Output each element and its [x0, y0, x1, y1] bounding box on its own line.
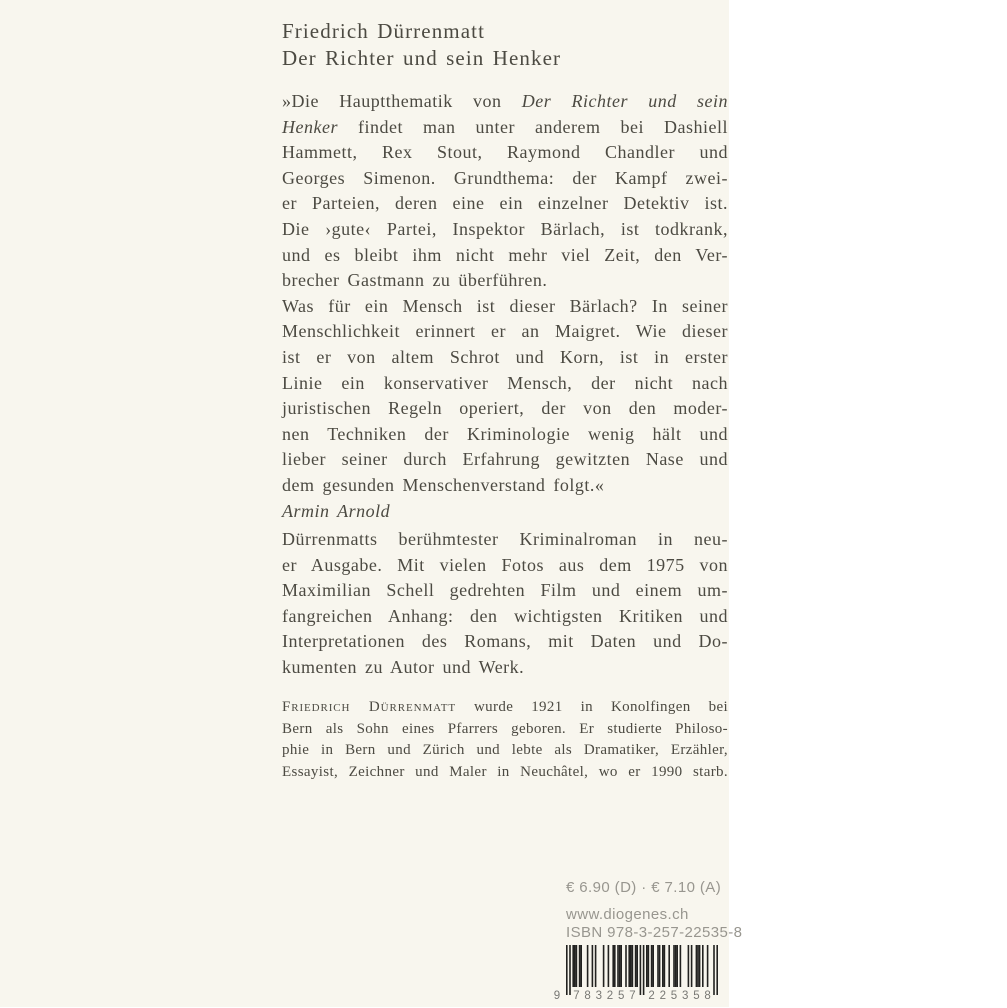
svg-text:8: 8 [584, 990, 591, 1002]
bio-line: Essayist, Zeichner und Maler in Neuchâtel, wo er 1990 starb. [282, 763, 728, 780]
bio-line: Bern als Sohn eines Pfarrers geboren. Er studierte Philoso- [282, 720, 728, 737]
quote-line: Linie ein konservativer Mensch, der nicht nach [282, 372, 728, 393]
svg-text:3: 3 [595, 990, 603, 1002]
svg-text:9: 9 [553, 990, 561, 1002]
quote-line: juristischen Regeln operiert, der von den moder- [282, 398, 728, 419]
quote-line: Menschlichkeit erinnert er an Maigret. Wie dieser [282, 321, 728, 342]
quote-line: Hammett, Rex Stout, Raymond Chandler und [282, 142, 728, 163]
blurb-line: Interpretationen des Romans, mit Daten und Do- [282, 631, 728, 652]
svg-text:2: 2 [659, 990, 667, 1002]
svg-text:5: 5 [617, 990, 625, 1002]
quote-line: dem gesunden Menschenverstand folgt.« [282, 474, 605, 495]
price: € 6.90 (D) · € 7.10 (A) [566, 879, 722, 896]
quote-attribution: Armin Arnold [282, 500, 391, 521]
book-title: Der Richter und sein Henker [282, 46, 562, 70]
bio-line: phie in Bern und Zürich und lebte als Dramatiker, Erzähler, [282, 742, 728, 758]
quote-line: er Parteien, deren eine ein einzelner Detektiv ist. [282, 193, 728, 214]
blurb-line: kumenten zu Autor und Werk. [282, 656, 525, 677]
author-name-smallcaps: Friedrich Dürrenmatt [282, 699, 456, 715]
svg-text:2: 2 [648, 990, 655, 1002]
svg-text:8: 8 [704, 990, 711, 1002]
quote-line: Was für ein Mensch ist dieser Bärlach? In seiner [282, 295, 728, 316]
blurb-line: Maximilian Schell gedrehten Film und einem um- [282, 580, 728, 601]
author-bio [282, 697, 728, 783]
blurb-line: er Ausgabe. Mit vielen Fotos aus dem 1975 von [282, 554, 728, 575]
review-quote [282, 89, 728, 524]
svg-text:5: 5 [670, 990, 678, 1002]
quote-line: Georges Simenon. Grundthema: der Kampf zwei- [282, 167, 728, 188]
barcode [552, 945, 732, 1005]
svg-text:3: 3 [681, 990, 689, 1002]
quote-line: Die ›gute‹ Partei, Inspektor Bärlach, ist todkrank, [282, 218, 728, 239]
quote-line: »Die Hauptthematik von Der Richter und sein [282, 91, 729, 111]
svg-text:2: 2 [606, 990, 614, 1002]
publisher-website: www.diogenes.ch [566, 906, 689, 923]
quote-line: und es bleibt ihm nicht mehr viel Zeit, den Ver- [282, 244, 728, 265]
isbn: ISBN 978-3-257-22535-8 [566, 924, 743, 941]
quote-line: brecher Gastmann zu überführen. [282, 270, 548, 291]
quote-line: lieber seiner durch Erfahrung gewitzten Nase und [282, 449, 728, 470]
publisher-blurb [282, 527, 728, 681]
svg-text:5: 5 [693, 990, 700, 1002]
blurb-line: Dürrenmatts berühmtester Kriminalroman in neu- [282, 529, 728, 549]
author-name: Friedrich Dürrenmatt [282, 19, 486, 43]
quote-line: Henker findet man unter anderem bei Dashiell [282, 116, 728, 137]
blurb-line: fangreichen Anhang: den wichtigsten Kritiken und [282, 605, 728, 626]
svg-text:7: 7 [629, 990, 636, 1002]
quote-line: ist er von altem Schrot und Korn, ist in erster [282, 346, 728, 367]
quote-line: nen Techniken der Kriminologie wenig hält und [282, 423, 728, 444]
svg-text:7: 7 [573, 990, 580, 1002]
title-block [282, 18, 728, 72]
bio-line: Friedrich Dürrenmatt wurde 1921 in Konolfingen bei [282, 699, 728, 715]
